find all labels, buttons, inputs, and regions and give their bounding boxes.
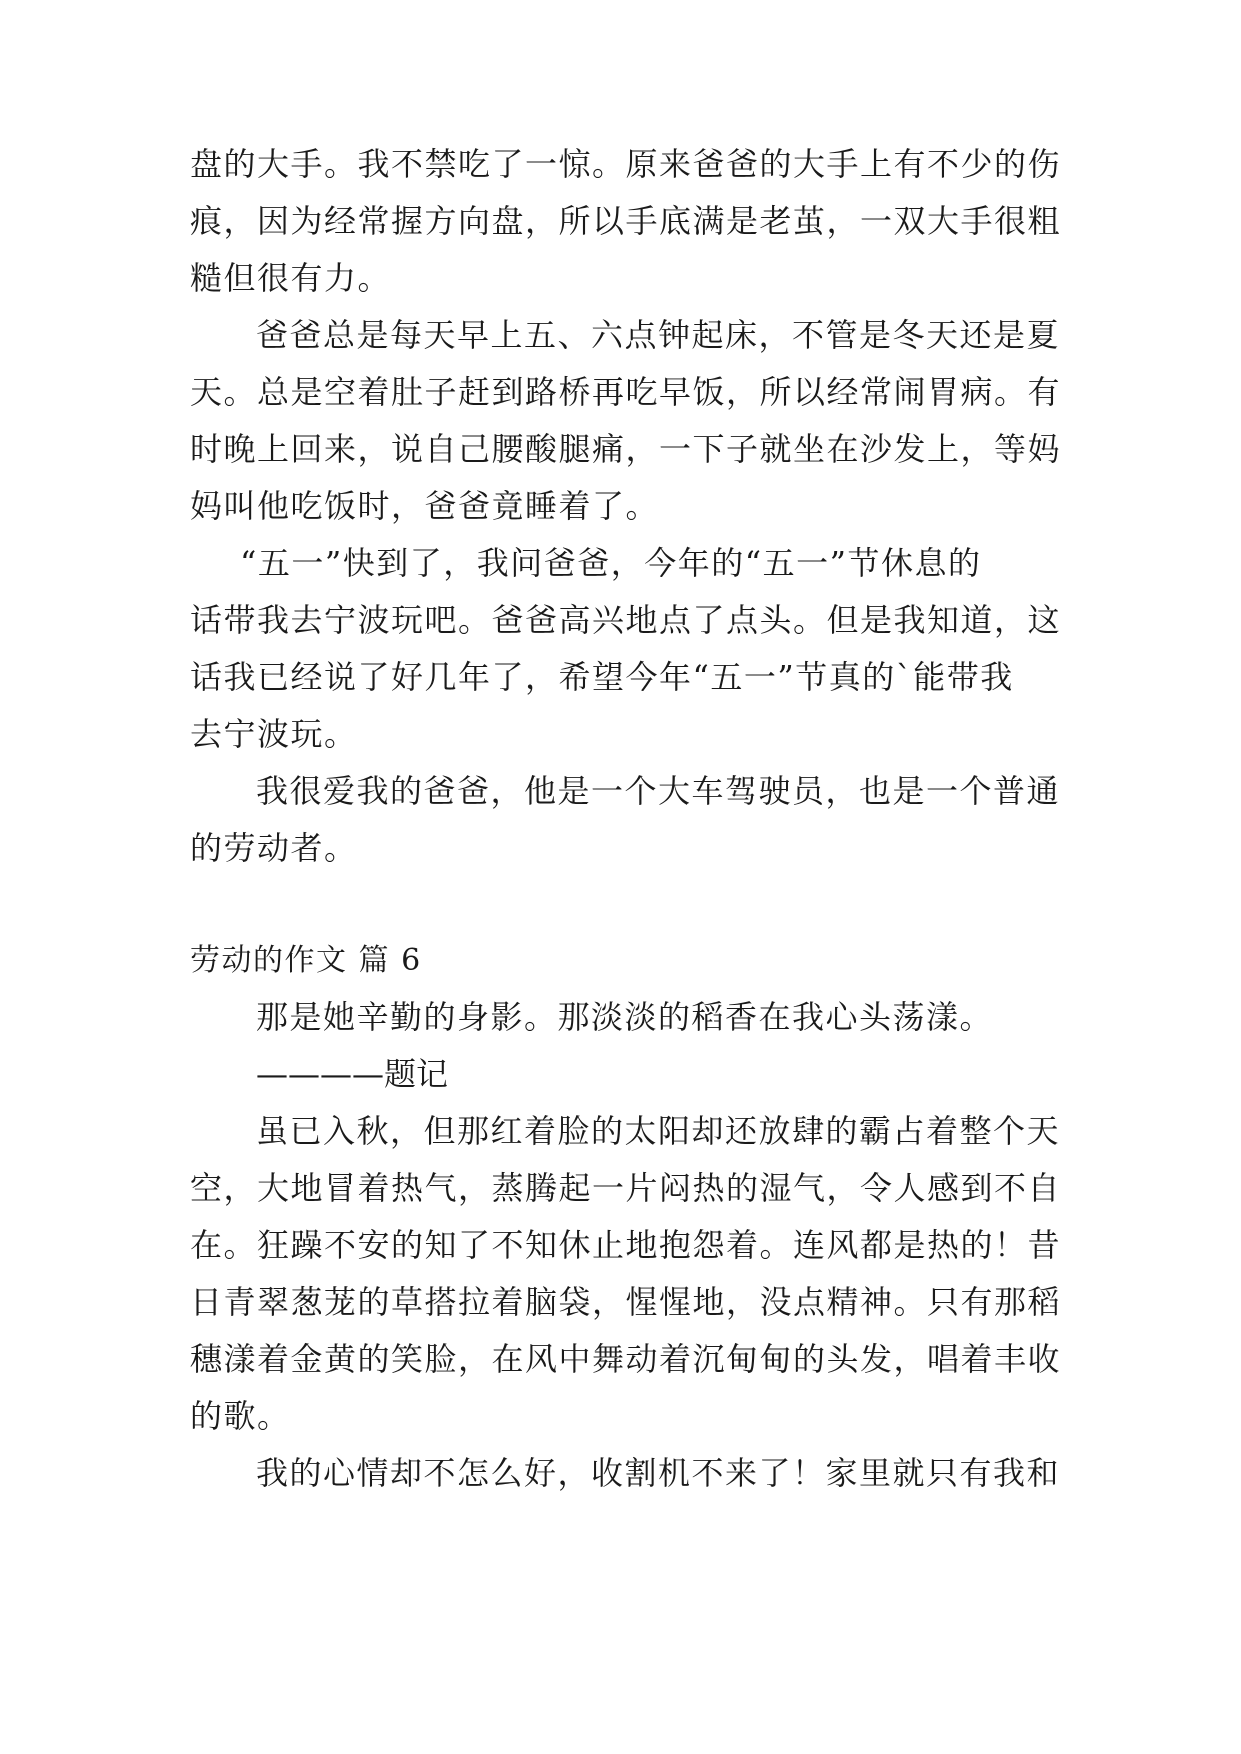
paragraph-line: 的歌。 [190,1397,291,1435]
paragraph-line: 去宁波玩。 [190,715,358,753]
paragraph-line: 日青翠葱茏的草搭拉着脑袋，惺惺地，没点精神。只有那稻 [190,1283,1062,1321]
paragraph-line: 我的心情却不怎么好，收割机不来了！家里就只有我和 [256,1454,1061,1492]
paragraph-line: 穗漾着金黄的笑脸，在风中舞动着沉甸甸的头发，唱着丰收 [190,1340,1062,1378]
paragraph-line: 的劳动者。 [190,829,358,867]
paragraph-line: 空，大地冒着热气，蒸腾起一片闷热的湿气，令人感到不自 [190,1169,1062,1207]
section-title: 劳动的作文 篇 6 [190,943,422,978]
paragraph-line: “五一”快到了，我问爸爸，今年的“五一”节休息的 [240,544,982,582]
paragraph-line: 天。总是空着肚子赶到路桥再吃早饭，所以经常闹胃病。有 [190,373,1062,411]
paragraph-line: 在。狂躁不安的知了不知休止地抱怨着。连风都是热的！昔 [190,1226,1062,1264]
epigraph-line: 那是她辛勤的身影。那淡淡的稻香在我心头荡漾。 [256,998,994,1036]
paragraph-line: 我很爱我的爸爸，他是一个大车驾驶员，也是一个普通 [256,772,1061,810]
paragraph-line: 虽已入秋，但那红着脸的太阳却还放肆的霸占着整个天 [256,1112,1061,1150]
paragraph-line: 时晚上回来，说自己腰酸腿痛，一下子就坐在沙发上，等妈 [190,430,1062,468]
document-body [190,136,1060,1502]
paragraph-line: 话我已经说了好几年了，希望今年“五一”节真的`能带我 [190,658,1014,696]
paragraph-line: 糙但很有力。 [190,259,392,297]
section-spacer [190,877,1060,932]
epigraph-attribution: ————题记 [256,1055,449,1093]
paragraph-line: 妈叫他吃饭时，爸爸竟睡着了。 [190,487,660,525]
paragraph-line: 爸爸总是每天早上五、六点钟起床，不管是冬天还是夏 [256,316,1061,354]
paragraph-line: 话带我去宁波玩吧。爸爸高兴地点了点头。但是我知道，这 [190,601,1062,639]
paragraph-line: 痕，因为经常握方向盘，所以手底满是老茧，一双大手很粗 [190,202,1062,240]
paragraph-line: 盘的大手。我不禁吃了一惊。原来爸爸的大手上有不少的伤 [190,145,1062,183]
